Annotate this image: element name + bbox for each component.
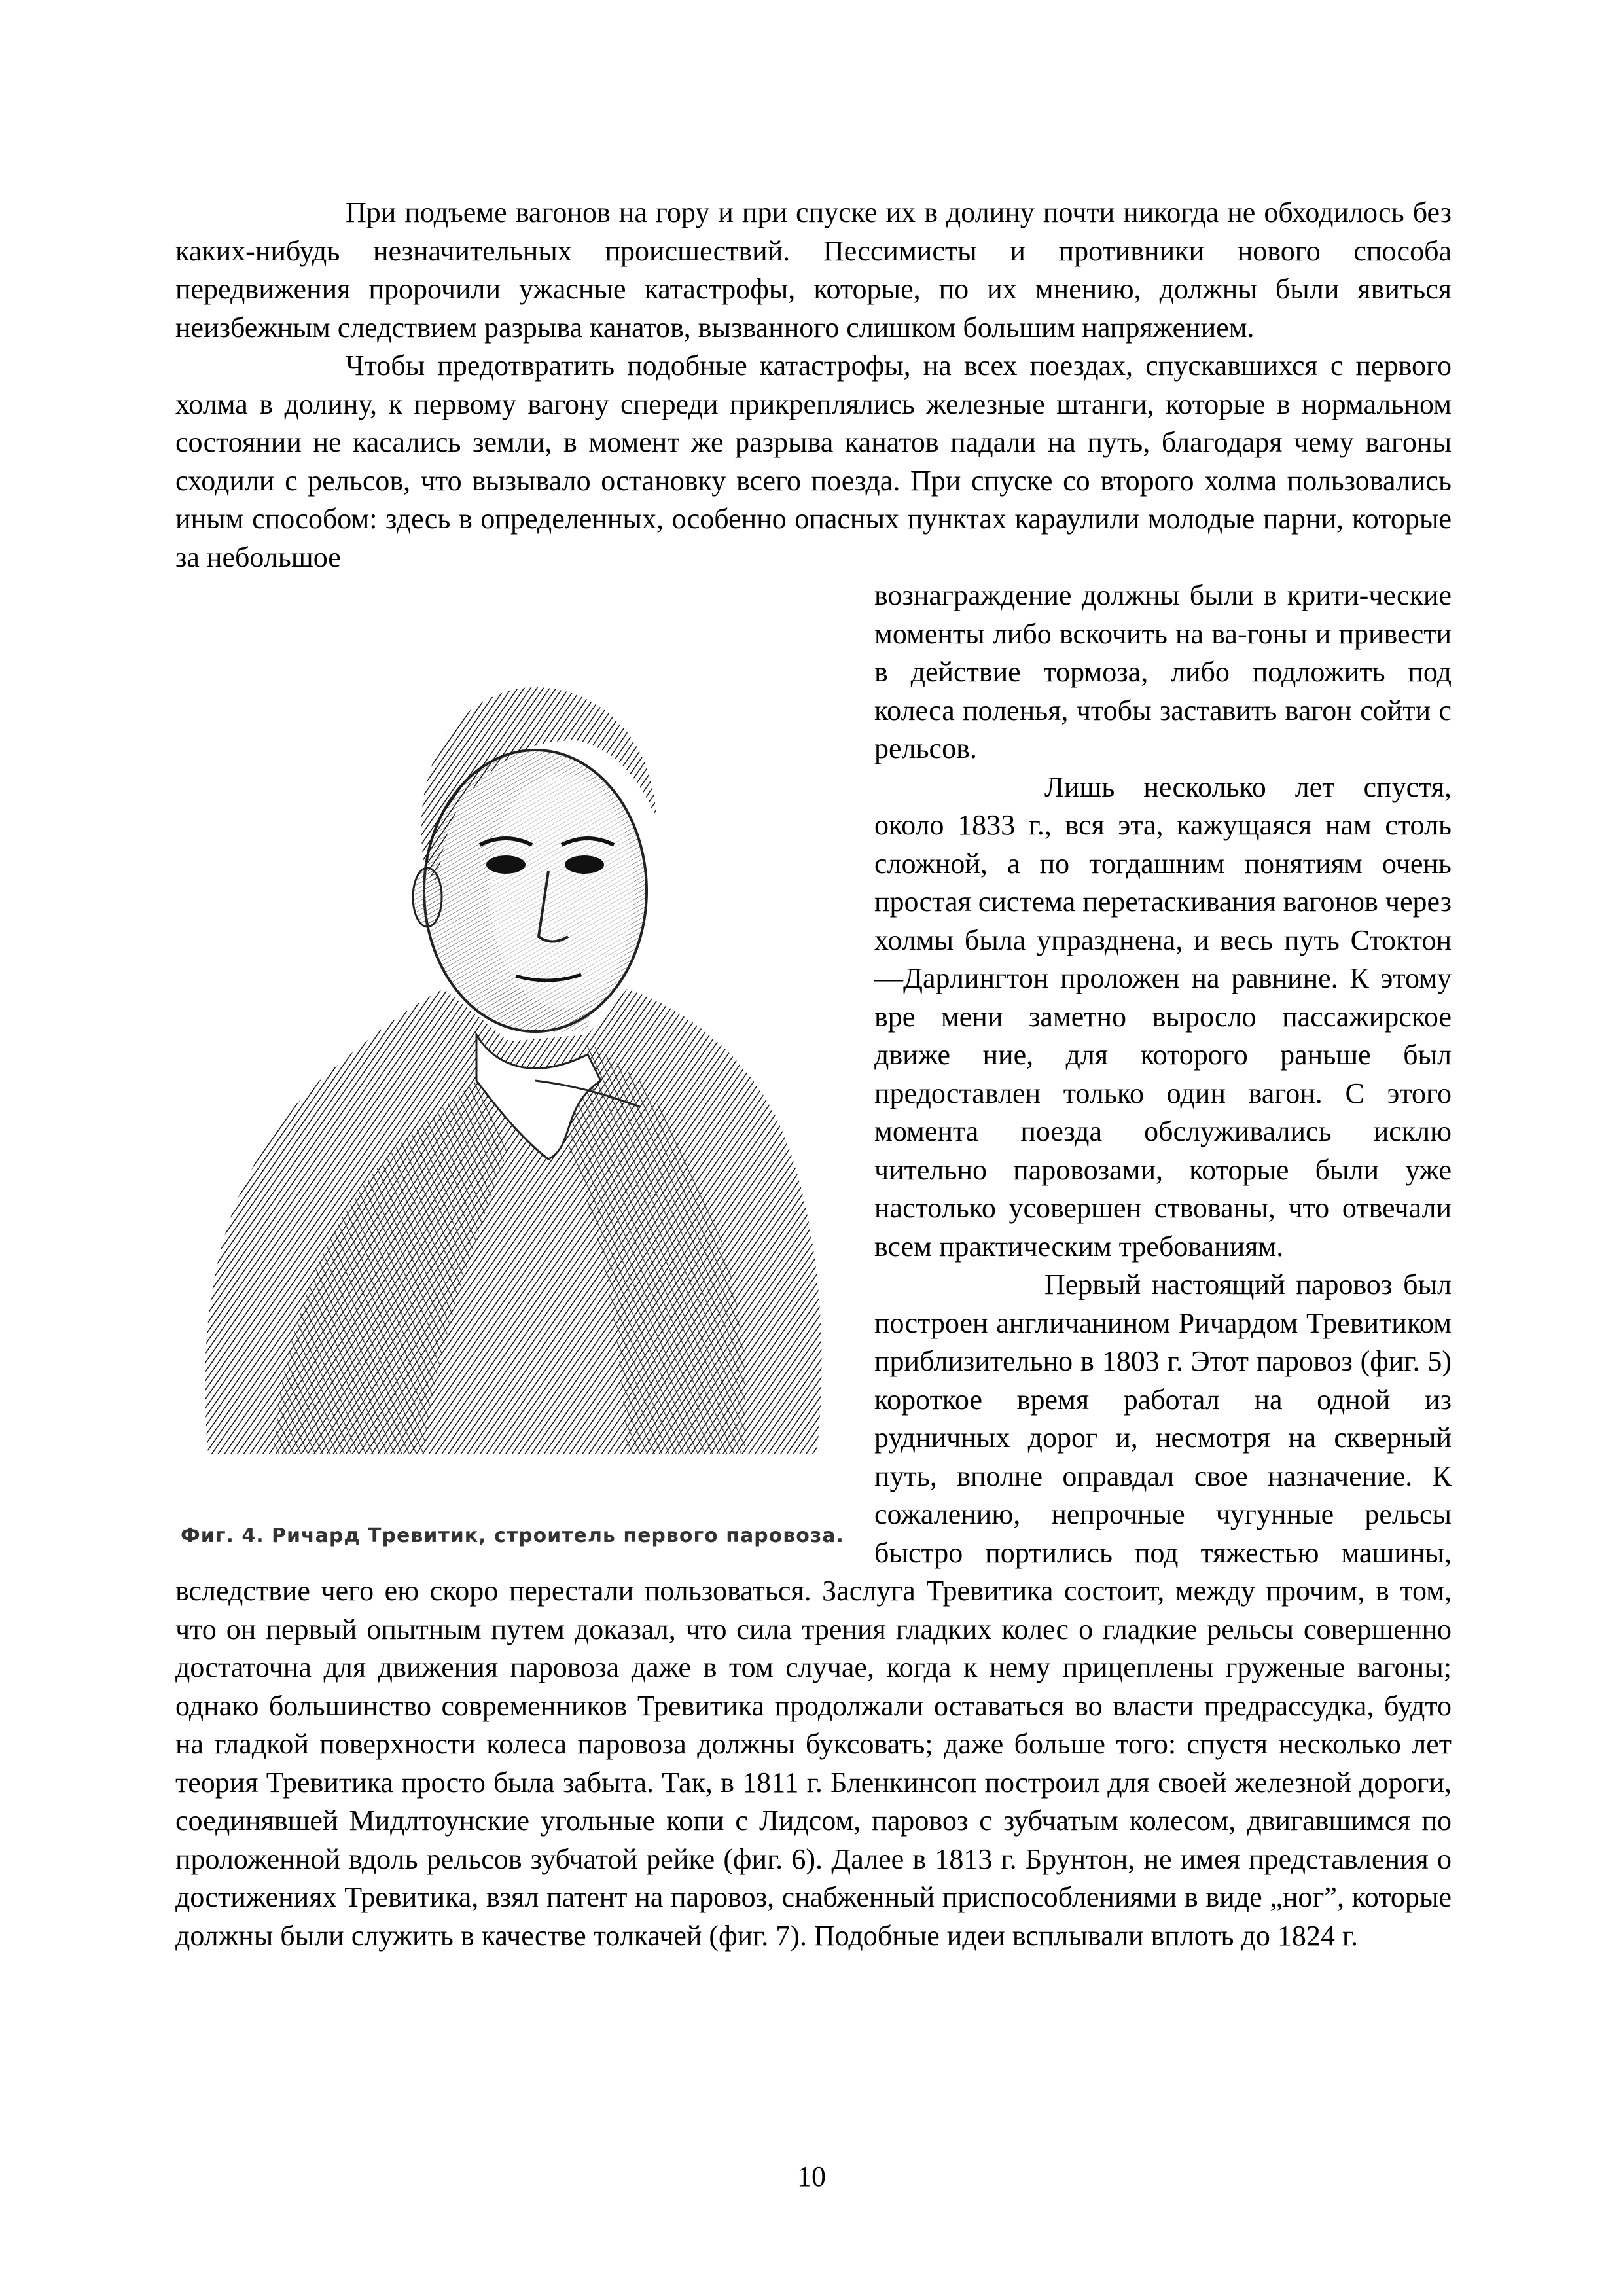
- paragraph-3: Лишь несколько лет спустя, около 1833 г., вся эта, кажущаяся нам столь сложной, а по тогдашним понятиям очень простая система перетаскивания вагонов через холмы была упразднена, и весь путь Стоктон—Дарлингтон проложен на равнине. К этому вре мени заметно выросло пассажирское движе ние, для которого раньше был предоставлен только один вагон. С этого момента поезда обслуживались исклю чительно паровозами, которые были уже настолько усовершен ствованы, что отвечали всем практическим требованиям.: [874, 770, 1452, 1263]
- page-number: 10: [797, 2161, 826, 2193]
- paragraph-2-continued: вознаграждение должны были в крити-ческие моменты либо вскочить на ва-гоны и привести в действие тормоза, либо подложить под колеса поленья, чтобы заставить вагон сойти с рельсов.: [874, 579, 1452, 764]
- figure-4: [169, 577, 856, 1555]
- body-text: [175, 194, 1452, 1955]
- portrait-engraving: [169, 583, 856, 1513]
- figure-caption: Фиг. 4. Ричард Тревитик, строитель первого паровоза.: [181, 1524, 844, 1547]
- paragraph-2: Чтобы предотвратить подобные катастрофы, на всех поездах, спускавшихся с первого холма в долину, к первому вагону спереди прикреплялись железные штанги, которые в нормальном состоянии не касались земли, в момент же разрыва канатов падали на путь, благодаря чему вагоны сходили с рельсов, что вызывало остановку всего поезда. При спуске со второго холма пользовались иным способом: здесь в определенных, особенно опасных пунктах караулили молодые парни, которые за небольшое: [175, 350, 1452, 573]
- paragraph-4: Первый настоящий паровоз был построен англичанином Ричардом Тревитиком приблизительно в 1803 г. Этот паровоз (фиг. 5) короткое время работал на одной из рудничных дорог и, несмотря на скверный путь, вполне оправдал свое назначение. К сожалению, непрочные чугунные рельсы быстро портились под тяжестью машины, вследствие чего ею скоро перестали пользоваться. Заслуга Тревитика состоит, между прочим, в том, что он первый опытным путем доказал, что сила трения гладких колес о гладкие рельсы совершенно достаточна для движения паровоза даже в том случае, когда к нему прицеплены груженые вагоны; однако большинство современников Тревитика продолжали оставаться во власти предрассудка, будто на гладкой поверхности колеса паровоза должны буксовать; даже больше того: спустя несколько лет теория Тревитика просто была забыта. Так, в 1811 г. Бленкинсоп построил для своей железной дороги, соединявшей Мидлтоунские угольные копи с Лидсом, паровоз с зубчатым колесом, двигавшимся по проложенной вдоль рельсов зубчатой рейке (фиг. 6). Далее в 1813 г. Брунтон, не имея представления о достижениях Тревитика, взял патент на паровоз, снабженный приспособлениями в виде „ног”, которые должны были служить в качестве толкачей (фиг. 7). Подобные идеи всплывали вплоть до 1824 г.: [175, 1268, 1452, 1952]
- paragraph-1: При подъеме вагонов на гору и при спуске их в долину почти никогда не обходилось без каких-нибудь незначительных происшествий. Пессимисты и противники нового способа передвижения пророчили ужасные катастрофы, которые, по их мнению, должны были явиться неизбежным следствием разрыва канатов, вызванного слишком большим напряжением.: [175, 196, 1452, 344]
